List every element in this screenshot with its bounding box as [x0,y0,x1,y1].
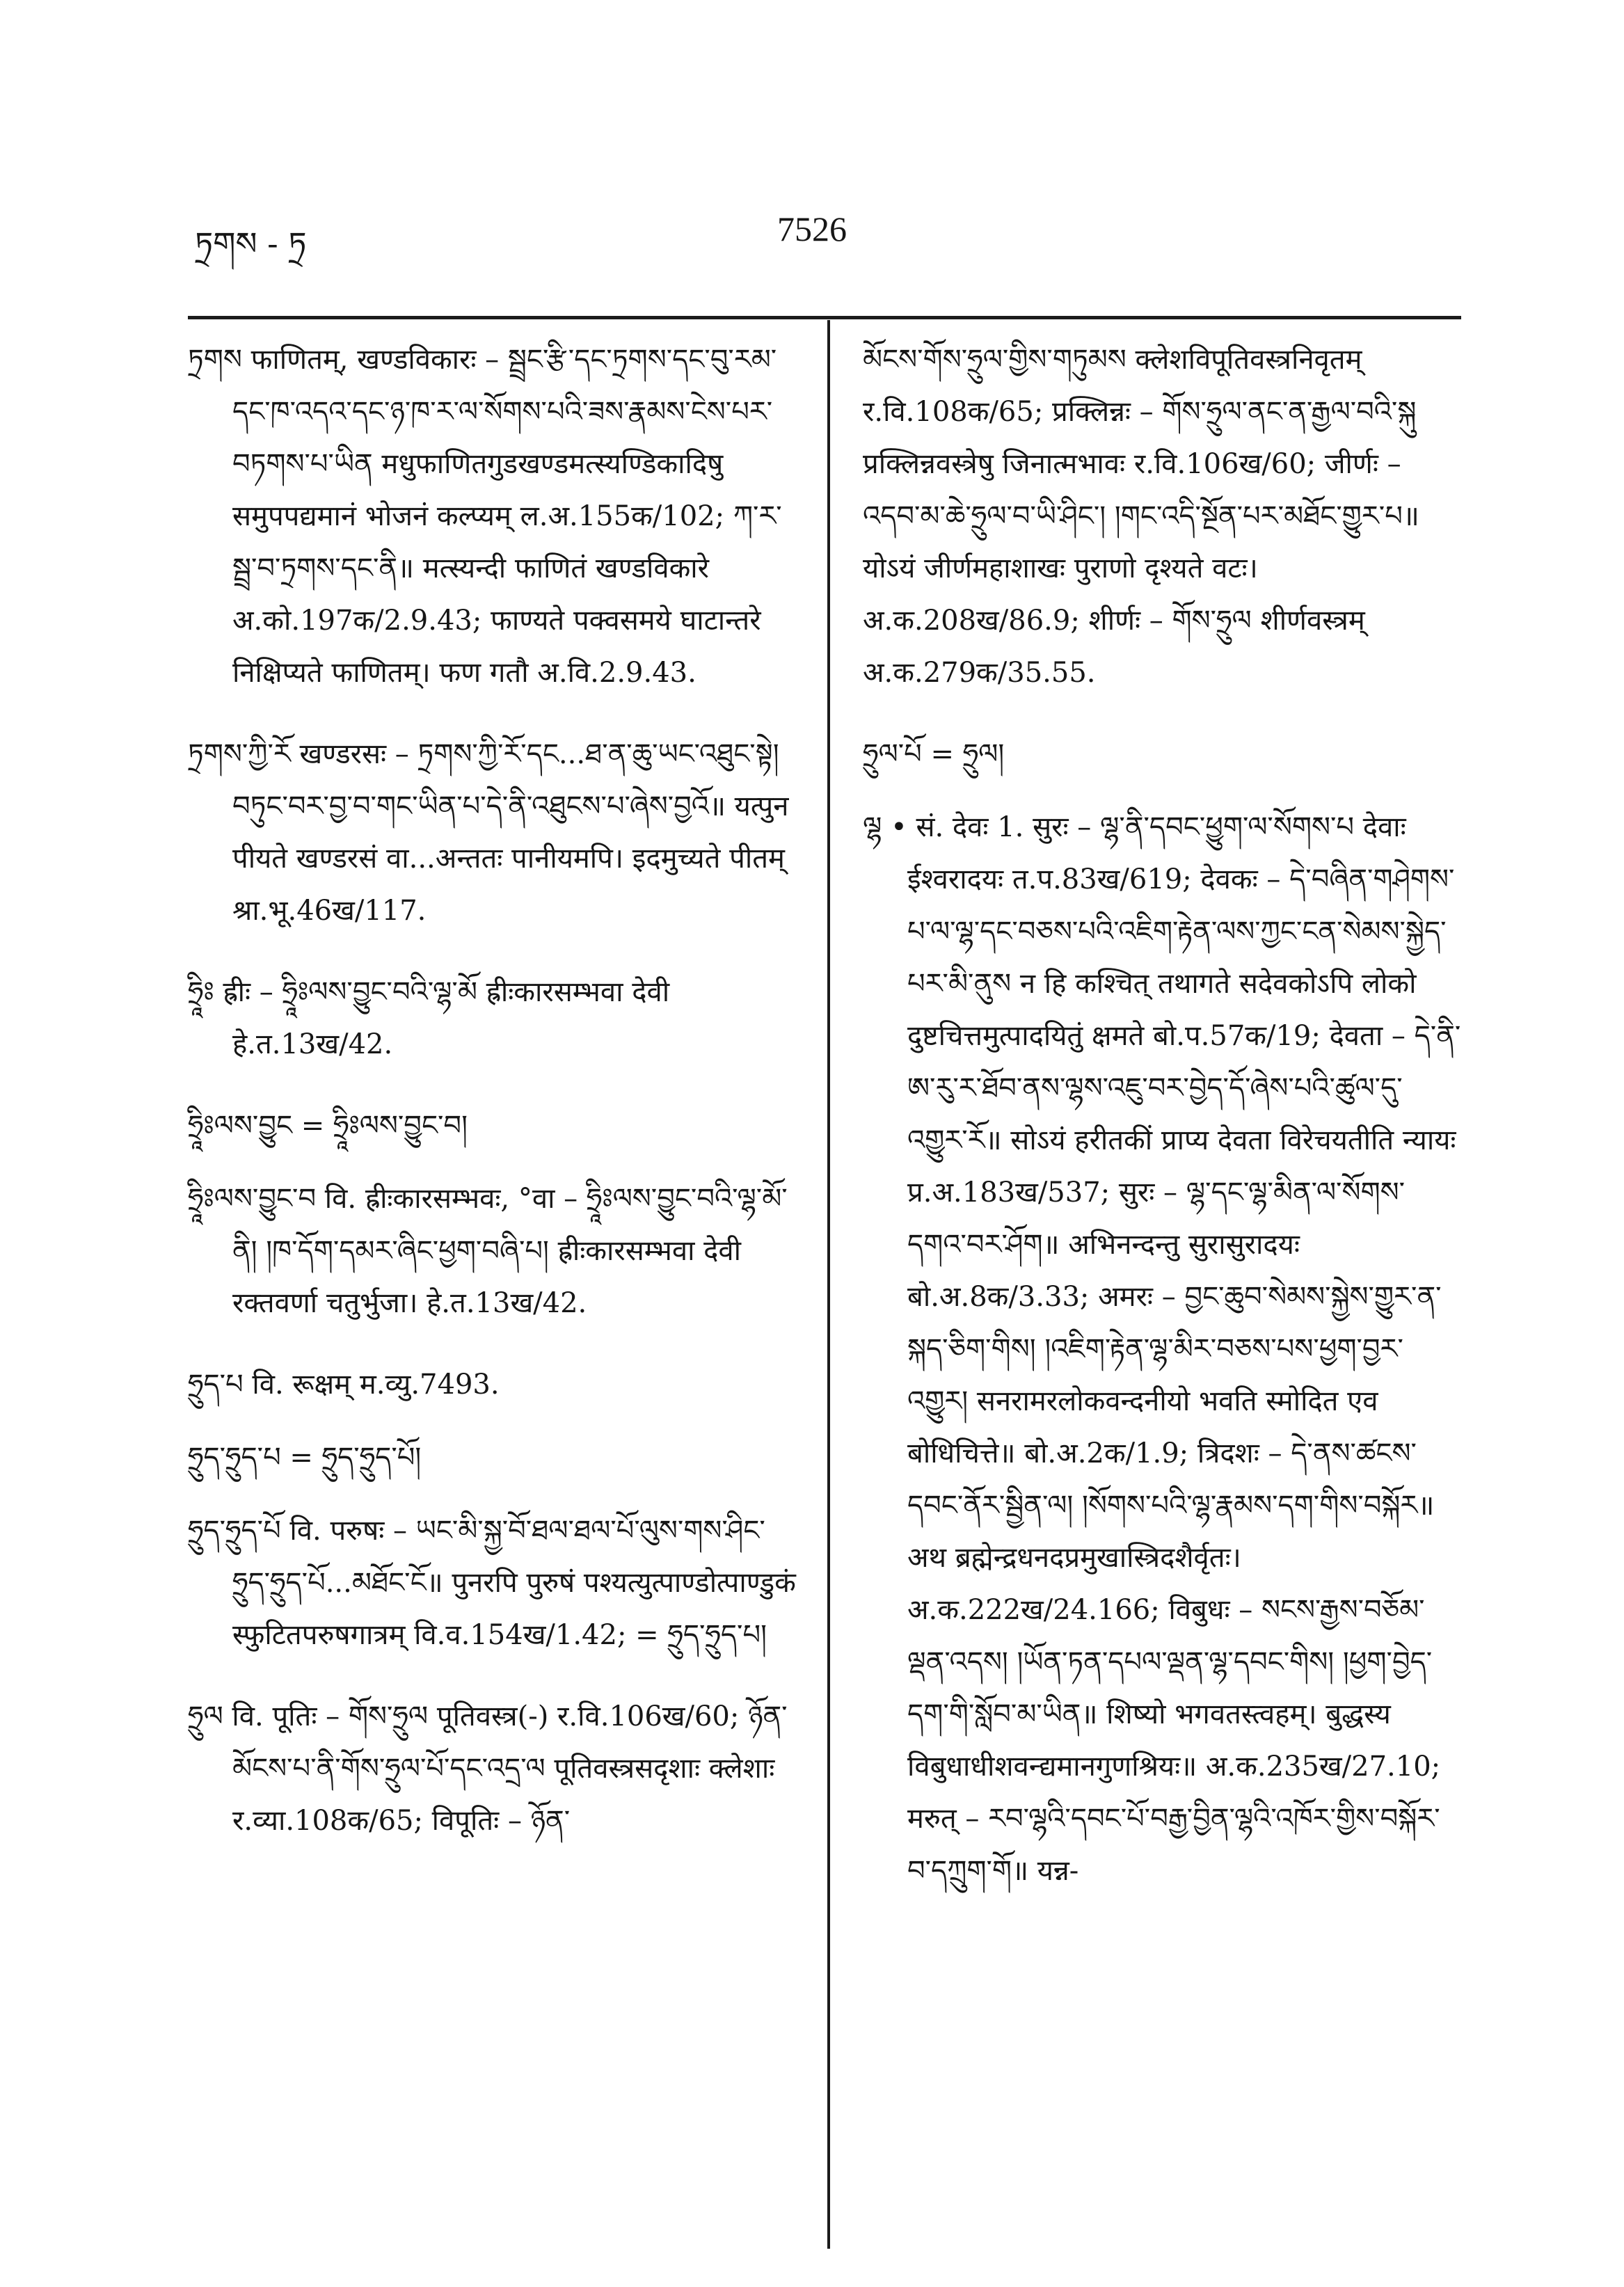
left-column [188,334,800,1876]
entry-hrud-pa: ཧྲུད་པ वि. रूक्षम् म.व्यु.7493. [188,1369,500,1401]
right-column [863,334,1461,1927]
column-divider [827,320,830,2249]
entry-hrud-hrud-pa: ཧྲུད་ཧྲུད་པ = ཧྲུད་ཧྲུད་པོ། [188,1442,422,1474]
entry-hrul-continued: མོངས་གོས་ཧྲུལ་གྱིས་གཏུམས क्लेशविपूतिवस्त्रनिवृतम् र.वि.108क/65; प्रक्लिन्नः – གོས་ཧྲུལ་ནང་ན་རྒྱལ་བའི་སྐུ प्रक्लिन्नवस्त्रेषु जिनात्मभावः र.वि.106ख/60; जीर्णः – འདབ་མ་ཆེ་ཧྲུལ་བ་ཡི་ཤིང་། །གང་འདི་སྔོན་པར་མཐོང་གྱུར་པ॥ योऽयं जीर्णमहाशाखः पुराणो दृश्यते वटः। अ.क.208ख/86.9; शीर्णः – གོས་ཧྲུལ शीर्णवस्त्रम् अ.क.279क/35.55. [863,344,1419,689]
header-rule [188,316,1461,319]
entry-hrul: ཧྲུལ वि. पूतिः – གོས་ཧྲུལ पूतिवस्त्र(-) र.वि.106ख/60; ཉོན་མོངས་པ་ནི་གོས་ཧྲུལ་པོ་དང་འདྲ་ལ पूतिवस्त्रसदृशाः क्लेशाः र.व्या.108क/65; विपूतिः – ཉོན་ [188,1700,788,1837]
entry-hrud-hrud-po: ཧྲུད་ཧྲུད་པོ वि. परुषः – ཡང་མི་སྐྱ་བོ་ཐལ་ཐལ་པོ་ལུས་གས་ཤིང་ཧྲུད་ཧྲུད་པོ...མཐོང་ངོ॥ पुनरपि पुरुषं पश्यत्युत्पाण्डोत्पाण्डुकं स्फुटितपरुषगात्रम् वि.व.154ख/1.42; = ཧྲུད་ཧྲུད་པ། [188,1515,796,1651]
entry-hrih-las-byung: ཧྲཱིཿལས་བྱུང = ཧྲཱིཿལས་བྱུང་བ། [188,1110,468,1142]
page-number: 7526 [777,209,847,248]
entry-hrih-las-byung-ba: ཧྲཱིཿལས་བྱུང་བ वि. ह्रीःकारसम्भवः, °वा – ཧྲཱིཿལས་བྱུང་བའི་ལྷ་མོ་ནི། །ཁ་དོག་དམར་ཞིང་ཕྱག་བཞི་པ། ह्रीःकारसम्भवा देवी रक्तवर्णा चतुर्भुजा। हे.त.13ख/42. [188,1183,788,1319]
running-header: ཏྲགས - ཏྲ [195,225,307,262]
entry-hrul-po: ཧྲུལ་པོ = ཧྲུལ། [863,738,1005,770]
entry-hrih: ཧྲཱིཿ ह्रीः – ཧྲཱིཿལས་བྱུང་བའི་ལྷ་མོ ह्रीःकारसम्भवा देवी हे.त.13ख/42. [188,976,670,1060]
entry-lha: ལྷ • सं. देवः 1. सुरः – ལྷ་ནི་དབང་ཕྱུག་ལ་སོགས་པ देवाः ईश्वरादयः त.प.83ख/619; देवकः – དེ་བཞིན་གཤེགས་པ་ལ་ལྷ་དང་བཅས་པའི་འཇིག་རྟེན་ལས་ཀྱང་ངན་སེམས་སྐྱེད་པར་མི་ནུས न हि कश्चित् तथागते सदेवकोऽपि लोको दुष्टचित्तमुत्पादयितुं क्षमते बो.प.57क/19; देवता – དེ་ནི་ཨ་རུ་ར་ཐོབ་ནས་ལྷས་འཇུ་བར་བྱེད་དོ་ཞེས་པའི་ཚུལ་དུ་འགྱུར་རོ॥ सोऽयं हरीतकीं प्राप्य देवता विरेचयतीति न्यायः प्र.अ.183ख/537; सुरः – ལྷ་དང་ལྷ་མིན་ལ་སོགས་དགའ་བར་ཤོག॥ अभिनन्दन्तु सुरासुरादयः बो.अ.8क/3.33; अमरः – བྱང་ཆུབ་སེམས་སྐྱེས་གྱུར་ན་སྐད་ཅིག་གིས། །འཇིག་རྟེན་ལྷ་མིར་བཅས་པས་ཕྱག་བྱར་འགྱུར། सनरामरलोकवन्दनीयो भवति स्मोदित एव बोधिचित्ते॥ बो.अ.2क/1.9; त्रिदशः – དེ་ནས་ཚངས་དབང་ནོར་སྦྱིན་ལ། །སོགས་པའི་ལྷ་རྣམས་དག་གིས་བསྐོར॥ अथ ब्रह्मेन्द्रधनदप्रमुखास्त्रिदशैर्वृतः। अ.क.222ख/24.166; विबुधः – སངས་རྒྱས་བཅོམ་ལྡན་འདས། །ཡོན་ཏན་དཔལ་ལྡན་ལྷ་དབང་གིས། །ཕྱག་བྱེད་དག་གི་སློབ་མ་ཡིན॥ शिष्यो भगवतस्त्वहम्। बुद्धस्य विबुधाधीशवन्द्यमानगुणश्रियः॥ अ.क.235ख/27.10; मरुत् – རབ་ལྷའི་དབང་པོ་བརྒྱ་བྱིན་ལྷའི་འཁོར་གྱིས་བསྐོར་བ་དཀྲུག་གོ॥ यन्न- [863,811,1461,1887]
entry-tragas-kyi-ro: ཏྲགས་ཀྱི་རོ खण्डरसः – ཏྲགས་ཀྱི་རོ་དང...ཐ་ན་ཆུ་ཡང་འཐུང་སྟེ། བཏུང་བར་བྱ་བ་གང་ཡིན་པ་དེ་ནི་འཐུངས་པ་ཞེས་བྱའོ॥ यत्पुन पीयते खण्डरसं वा...अन्ततः पानीयमपि। इदमुच्यते पीतम् श्रा.भू.46ख/117. [188,738,789,927]
entry-tragas: ཏྲགས फाणितम्, खण्डविकारः – སྦྲང་རྩི་དང་ཏྲགས་དང་བུ་རམ་དང་ཁ་འདའ་དང་ཉ་ཁ་ར་ལ་སོགས་པའི་ཟས་རྣམས་ངེས་པར་བཏགས་པ་ཡིན मधुफाणितगुडखण्डमत्स्यण्डिकादिषु समुपपद्यमानं भोजनं कल्प्यम् ल.अ.155क/102; ཀ་ར་སྦྲ་བ་ཏྲགས་དང་ནི॥ मत्स्यन्दी फाणितं खण्डविकारे अ.को.197क/2.9.43; फाण्यते पक्वसमये घाटान्तरे निक्षिप्यते फाणितम्। फण गतौ अ.वि.2.9.43. [188,344,782,689]
